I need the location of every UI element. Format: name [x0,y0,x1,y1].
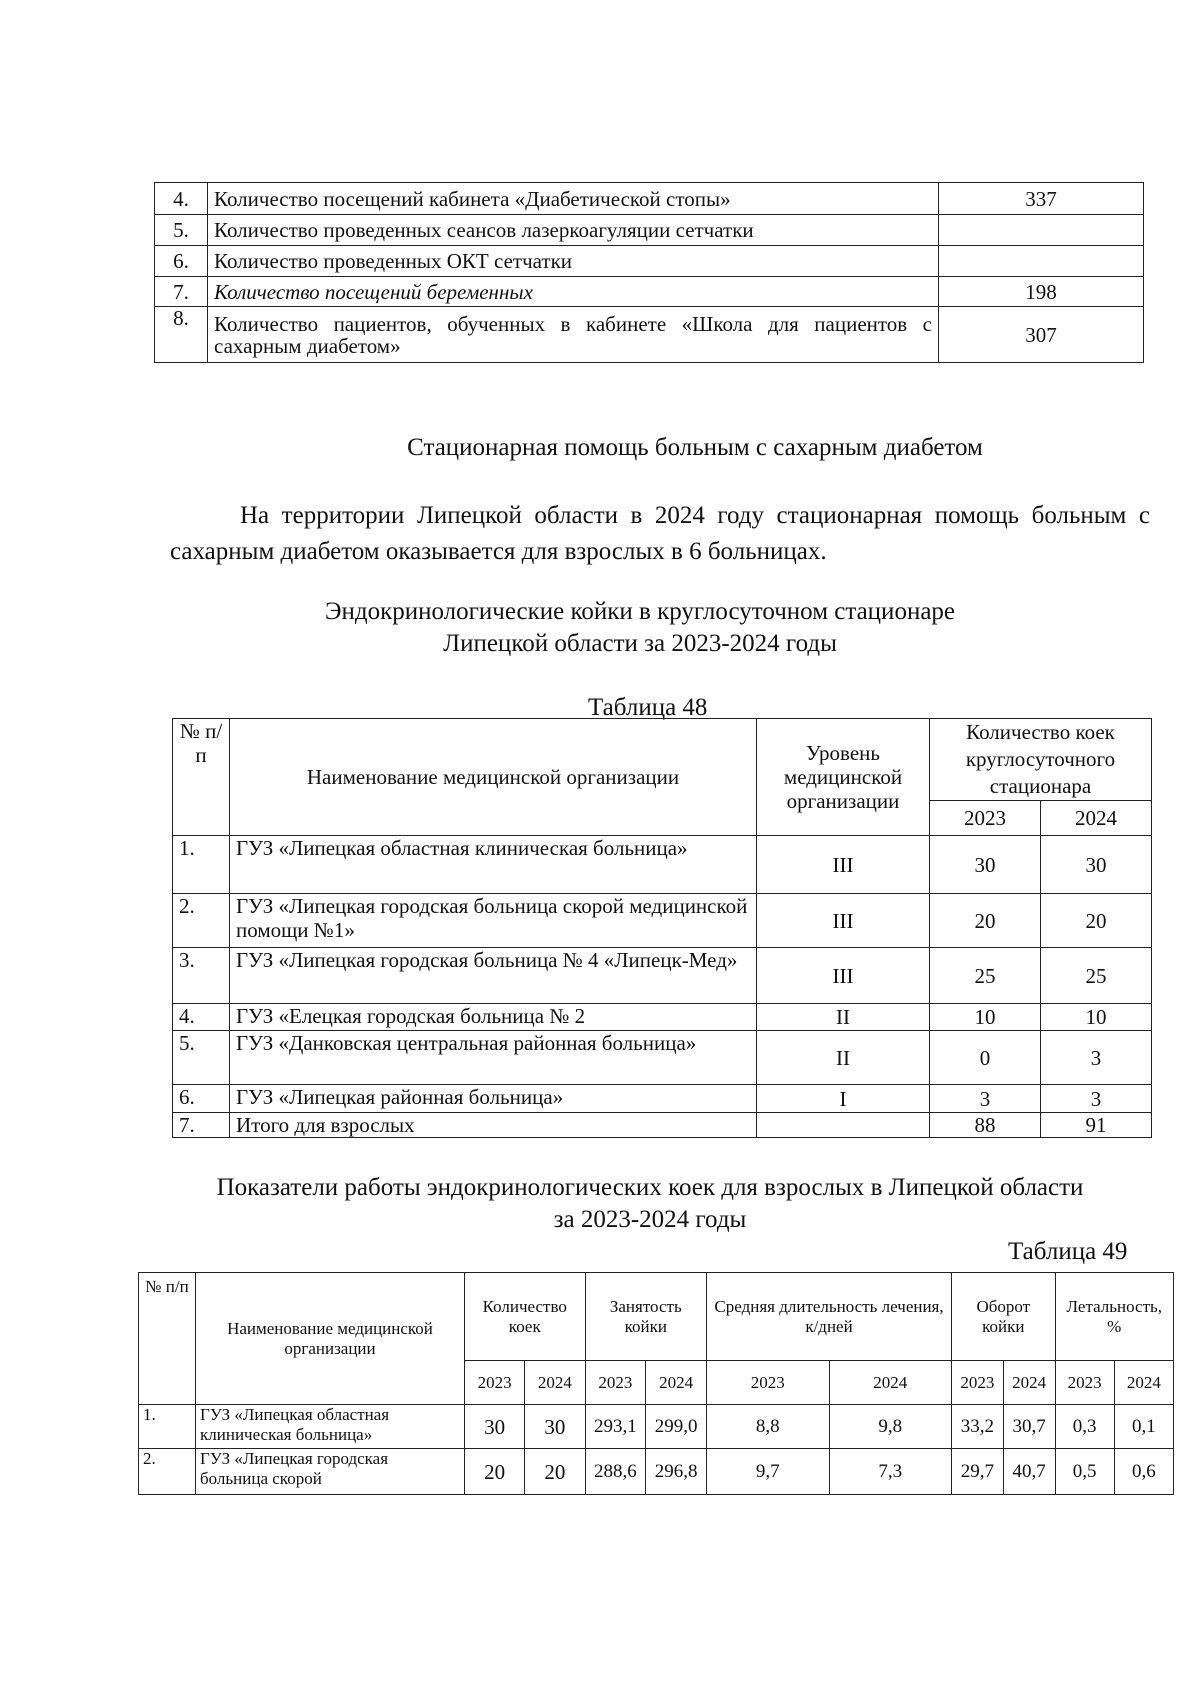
row-label: Количество посещений беременных [208,277,939,307]
col-header-name: Наименование медицинской организации [230,719,757,836]
table-row [173,1031,1152,1085]
row-value [939,215,1144,246]
org-name: Итого для взрослых [230,1113,757,1138]
duration-2024: 9,8 [829,1405,951,1449]
turnover-2024: 40,7 [1003,1449,1055,1495]
col-header-level: Уровень медицинской организации [757,719,930,836]
table48-title-line1: Эндокринологические койки в круглосуточном стационаре [324,598,956,625]
row-label: Количество проведенных сеансов лазеркоагуляции сетчатки [208,215,939,246]
lethality-2024: 0,1 [1114,1405,1173,1449]
col-header-turnover-2024: 2024 [1003,1361,1055,1405]
org-name: ГУЗ «Липецкая областная клиническая больница» [196,1405,465,1449]
row-number: 3. [173,948,230,1004]
beds-2024: 10 [1041,1004,1152,1031]
table-header-row [139,1273,1174,1361]
row-label: Количество посещений кабинета «Диабетической стопы» [208,183,939,215]
table-row [155,183,1144,215]
table-row [139,1449,1174,1495]
beds-table [172,718,1152,1138]
org-name: ГУЗ «Липецкая городская больница скорой [196,1449,465,1495]
org-level: I [757,1085,930,1113]
beds-2023: 25 [930,948,1041,1004]
lethality-2023: 0,5 [1055,1449,1114,1495]
beds-2023: 10 [930,1004,1041,1031]
row-number: 4. [155,183,208,215]
row-number: 5. [173,1031,230,1085]
beds-2024: 30 [1041,836,1152,894]
row-number: 2. [173,894,230,948]
beds-2023: 30 [930,836,1041,894]
row-number: 5. [155,215,208,246]
beds-2024: 20 [1041,894,1152,948]
table49-caption: Таблица 49 [1008,1238,1128,1265]
row-number: 2. [139,1449,196,1495]
col-header-2024: 2024 [1041,801,1152,836]
lethality-2024: 0,6 [1114,1449,1173,1495]
beds-2023: 0 [930,1031,1041,1085]
org-level: III [757,894,930,948]
col-header-name: Наименование медицинской организации [196,1273,465,1405]
col-header-lethality-2023: 2023 [1055,1361,1114,1405]
col-header-beds: Количество коек [465,1273,586,1361]
beds-2024: 3 [1041,1031,1152,1085]
org-level: III [757,948,930,1004]
duration-2023: 8,8 [707,1405,829,1449]
occupancy-2023: 288,6 [585,1449,646,1495]
table-row [155,215,1144,246]
col-header-occupancy-2024: 2024 [646,1361,707,1405]
table-row [155,246,1144,277]
table-row [139,1405,1174,1449]
row-number: 1. [139,1405,196,1449]
col-header-duration: Средняя длительность лечения, к/дней [707,1273,952,1361]
duration-2024: 7,3 [829,1449,951,1495]
section-heading: Стационарная помощь больным с сахарным диабетом [407,434,983,461]
col-header-duration-2023: 2023 [707,1361,829,1405]
table-row [173,1085,1152,1113]
col-header-occupancy: Занятость койки [585,1273,707,1361]
org-level: II [757,1031,930,1085]
beds-2023: 20 [465,1449,525,1495]
intro-paragraph: На территории Липецкой области в 2024 году стационарная помощь больным с сахарным диабетом оказывается для взрослых в 6 больницах. [170,502,1150,565]
beds-2023: 20 [930,894,1041,948]
col-header-duration-2024: 2024 [829,1361,951,1405]
col-header-beds-2024: 2024 [525,1361,585,1405]
org-name: ГУЗ «Данковская центральная районная больница» [230,1031,757,1085]
table-row [173,894,1152,948]
turnover-2023: 29,7 [952,1449,1004,1495]
col-header-turnover: Оборот койки [952,1273,1056,1361]
row-value: 337 [939,183,1144,215]
row-label: Количество проведенных ОКТ сетчатки [208,246,939,277]
row-number: 7. [155,277,208,307]
table-row [155,277,1144,307]
col-header-2023: 2023 [930,801,1041,836]
org-name: ГУЗ «Елецкая городская больница № 2 [230,1004,757,1031]
duration-2023: 9,7 [707,1449,829,1495]
beds-2024: 30 [525,1405,585,1449]
org-name: ГУЗ «Липецкая городская больница № 4 «Липецк-Мед» [230,948,757,1004]
beds-2024: 91 [1041,1113,1152,1138]
table48-title-line2: Липецкой области за 2023-2024 годы [443,630,837,657]
table-row [173,836,1152,894]
org-name: ГУЗ «Липецкая городская больница скорой медицинской помощи №1» [230,894,757,948]
table-row [173,1004,1152,1031]
org-name: ГУЗ «Липецкая областная клиническая больница» [230,836,757,894]
table-row [155,307,1144,363]
table49-title-line1: Показатели работы эндокринологических коек для взрослых в Липецкой области [216,1174,1084,1201]
occupancy-2024: 296,8 [646,1449,707,1495]
row-number: 8. [155,307,208,363]
table48-caption: Таблица 48 [588,694,708,721]
row-number: 4. [173,1004,230,1031]
beds-2023: 30 [465,1405,525,1449]
indicators-table [154,182,1144,363]
row-number: 7. [173,1113,230,1138]
occupancy-2023: 293,1 [585,1405,646,1449]
beds-2024: 3 [1041,1085,1152,1113]
beds-2023: 88 [930,1113,1041,1138]
lethality-2023: 0,3 [1055,1405,1114,1449]
beds-2024: 20 [525,1449,585,1495]
row-value: 307 [939,307,1144,363]
turnover-2023: 33,2 [952,1405,1004,1449]
row-value: 198 [939,277,1144,307]
beds-2023: 3 [930,1085,1041,1113]
org-level: II [757,1004,930,1031]
table-header-row [173,719,1152,801]
col-header-occupancy-2023: 2023 [585,1361,646,1405]
table-row-total [173,1113,1152,1138]
occupancy-2024: 299,0 [646,1405,707,1449]
col-header-lethality: Летальность, % [1055,1273,1173,1361]
col-header-num: № п/п [139,1273,196,1405]
row-number: 6. [173,1085,230,1113]
beds-2024: 25 [1041,948,1152,1004]
col-header-beds: Количество коек круглосуточного стационара [930,719,1152,801]
row-label: Количество пациентов, обученных в кабинете «Школа для пациентов с сахарным диабетом» [208,307,939,363]
org-name: ГУЗ «Липецкая районная больница» [230,1085,757,1113]
bed-performance-table [138,1272,1174,1495]
row-number: 6. [155,246,208,277]
org-level [757,1113,930,1138]
col-header-num: № п/п [173,719,230,836]
col-header-beds-2023: 2023 [465,1361,525,1405]
org-level: III [757,836,930,894]
turnover-2024: 30,7 [1003,1405,1055,1449]
row-number: 1. [173,836,230,894]
row-value [939,246,1144,277]
col-header-lethality-2024: 2024 [1114,1361,1173,1405]
table49-title-line2: за 2023-2024 годы [553,1206,747,1233]
table-row [173,948,1152,1004]
col-header-turnover-2023: 2023 [952,1361,1004,1405]
